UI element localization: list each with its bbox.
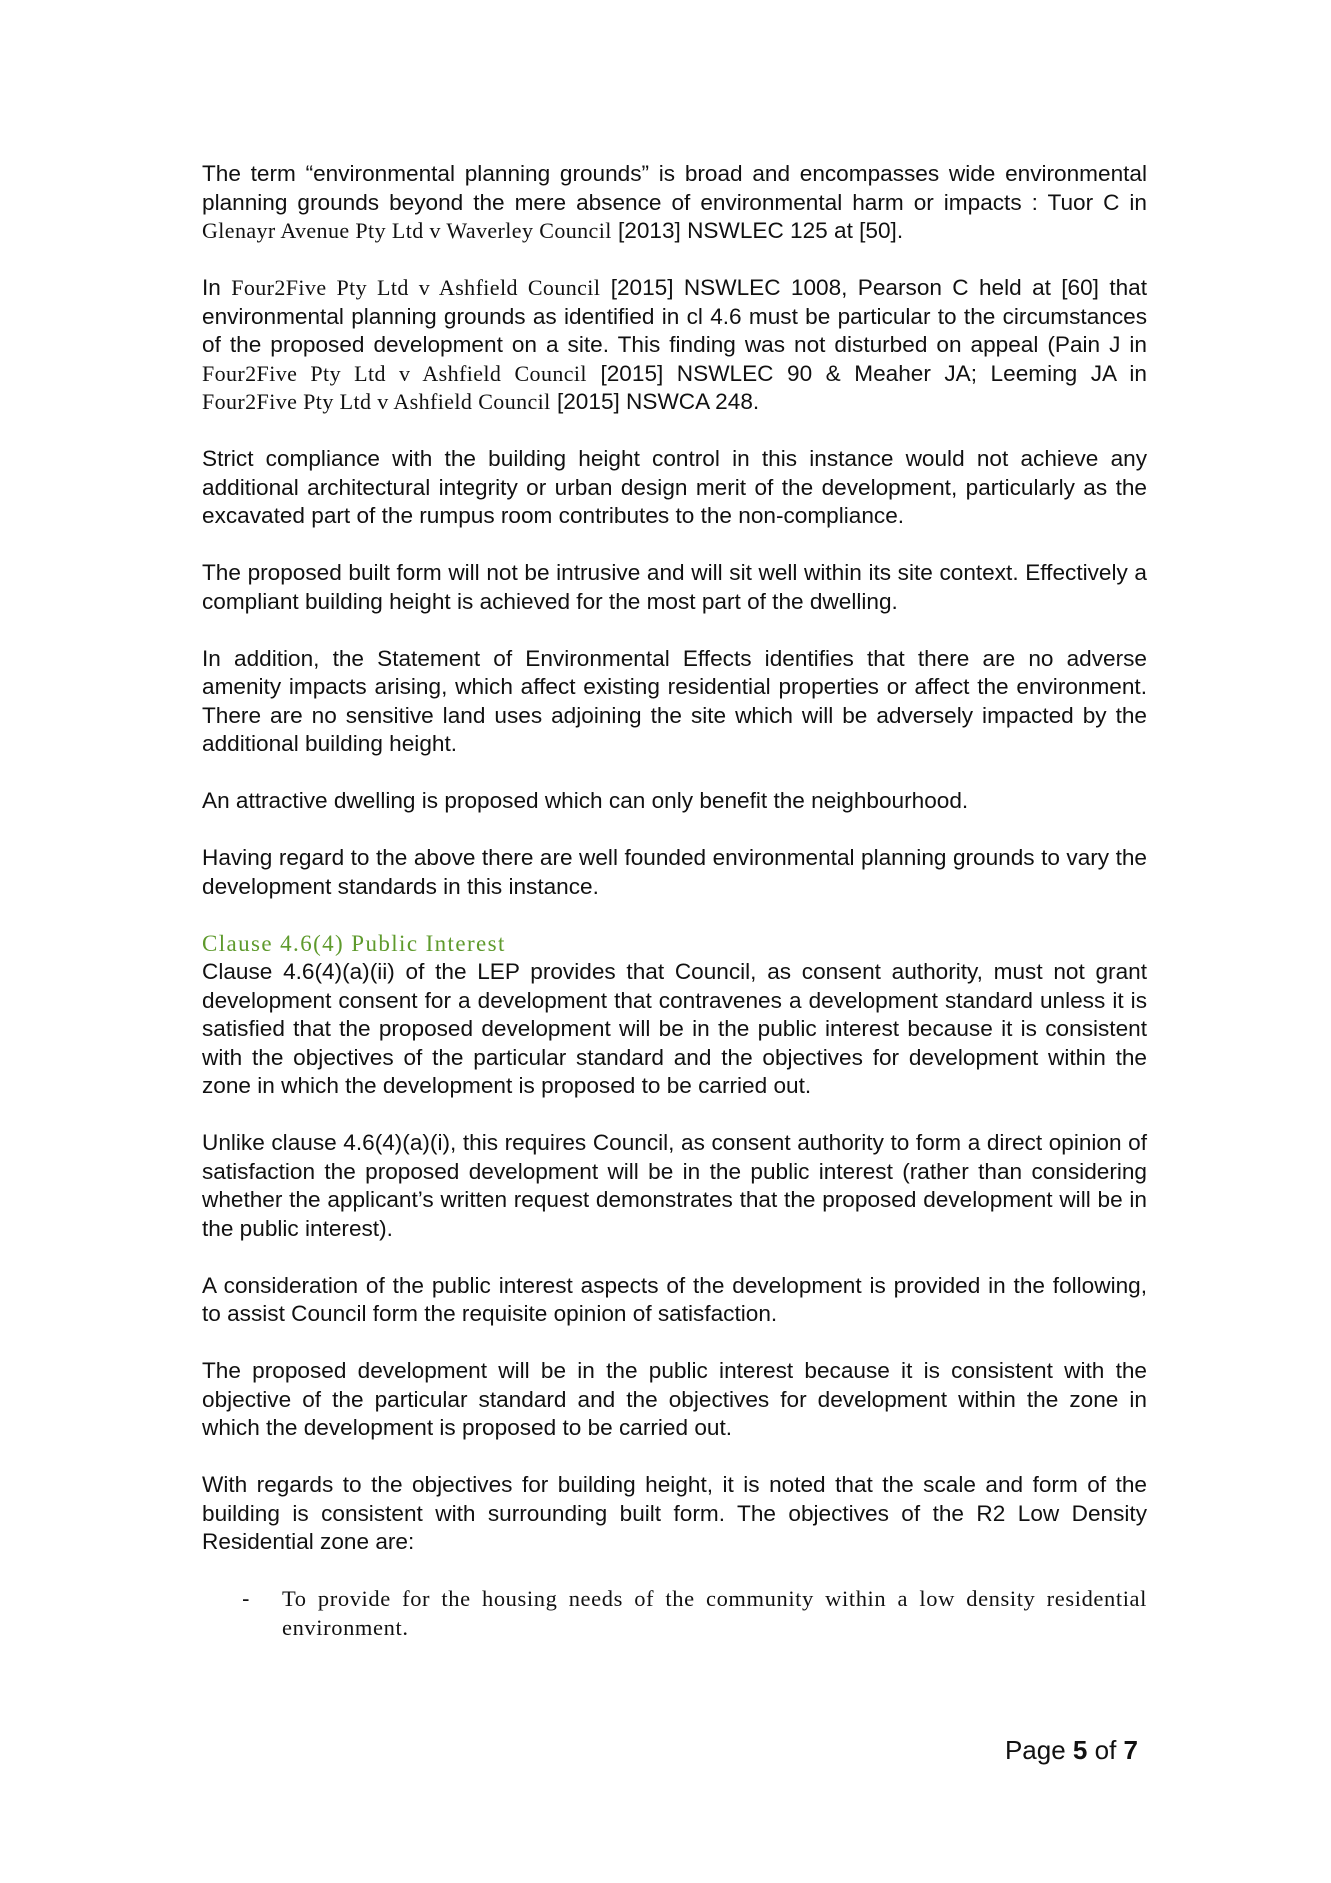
paragraph: [202, 1129, 1147, 1243]
paragraph: [202, 1272, 1147, 1329]
document-body: [202, 160, 1147, 1642]
paragraph-text: [2013] NSWLEC 125 at [50].: [611, 218, 904, 243]
paragraph-text: In: [202, 275, 232, 300]
paragraph: [202, 958, 1147, 1101]
footer-prefix: Page: [1004, 1735, 1073, 1765]
dash-bullet: -: [242, 1586, 250, 1611]
case-citation: Four2Five Pty Ltd v Ashfield Council: [202, 360, 587, 386]
paragraph-text: [2015] NSWCA 248.: [550, 389, 760, 414]
page-footer: [900, 1735, 1138, 1766]
paragraph-text: In addition, the Statement of Environmental Effects identifies that there are no adverse amenity impacts arising, which affect existing residential properties or affect the environment. There are no sensitive land uses adjoining the site which will be adversely impacted by the additional building height.: [202, 645, 1147, 756]
paragraph: [202, 1471, 1147, 1557]
paragraph-text: The proposed built form will not be intrusive and will sit well within its site context. Effectively a compliant building height is achieved for the most part of the dwelling.: [202, 560, 1147, 614]
paragraph-text: The term “environmental planning grounds” is broad and encompasses wide environmental planning grounds beyond the mere absence of environmental harm or impacts : Tuor C in: [202, 161, 1147, 215]
paragraph-text: Strict compliance with the building height control in this instance would not achieve any additional architectural integrity or urban design merit of the development, particularly as the excavated part of the rumpus room contributes to the non-compliance.: [202, 446, 1147, 528]
section-heading: Clause 4.6(4) Public Interest: [202, 930, 506, 956]
paragraph: [202, 787, 1147, 816]
paragraph: [202, 445, 1147, 531]
paragraph-text: The proposed development will be in the public interest because it is consistent with the objective of the particular standard and the objectives for development within the zone in which the development is proposed to be carried out.: [202, 1358, 1147, 1440]
body-section-public-interest: [202, 958, 1147, 1557]
objectives-list: [202, 1585, 1147, 1642]
paragraph-text: Unlike clause 4.6(4)(a)(i), this requires Council, as consent authority to form a direct opinion of satisfaction the proposed development will be in the public interest (rather than considering whether the applicant’s written request demonstrates that the proposed development will be in the public interest).: [202, 1130, 1147, 1241]
paragraph-text: With regards to the objectives for building height, it is noted that the scale and form of the building is consistent with surrounding built form. The objectives of the R2 Low Density Residential zone are:: [202, 1472, 1147, 1554]
paragraph-text: A consideration of the public interest aspects of the development is provided in the following, to assist Council form the requisite opinion of satisfaction.: [202, 1272, 1147, 1326]
paragraph: [202, 274, 1147, 417]
paragraph: [202, 559, 1147, 616]
body-section-grounds: [202, 160, 1147, 901]
case-citation: Four2Five Pty Ltd v Ashfield Council: [231, 275, 601, 300]
paragraph: [202, 645, 1147, 759]
case-citation: Glenayr Avenue Pty Ltd v Waverley Council: [202, 218, 612, 243]
paragraph-text: Clause 4.6(4)(a)(ii) of the LEP provides that Council, as consent authority, must not grant development consent for a development that contravenes a development standard unless it is satisfied that the proposed development will be in the public interest because it is consistent with the objectives of the particular standard and the objectives for development within the zone in which the development is proposed to be carried out.: [202, 959, 1147, 1098]
paragraph: [202, 844, 1147, 901]
list-item-text: To provide for the housing needs of the community within a low density residential environment.: [282, 1586, 1147, 1640]
paragraph: [202, 1357, 1147, 1443]
paragraph-text: [2015] NSWLEC 90 & Meaher JA; Leeming JA in: [586, 360, 1147, 386]
paragraph-text: An attractive dwelling is proposed which can only benefit the neighbourhood.: [202, 788, 969, 813]
paragraph: [202, 160, 1147, 246]
footer-total-pages: 7: [1123, 1735, 1138, 1765]
list-item: [202, 1585, 1147, 1642]
paragraph-text: Having regard to the above there are well founded environmental planning grounds to vary the development standards in this instance.: [202, 845, 1147, 899]
footer-middle: of: [1087, 1735, 1124, 1765]
footer-page-number: 5: [1072, 1735, 1088, 1765]
case-citation: Four2Five Pty Ltd v Ashfield Council: [202, 389, 551, 414]
paragraph-text: [2015] NSWLEC 1008, Pearson C held at [60] that environmental planning grounds as identified in cl 4.6 must be particular to the circumstances of the proposed development on a site. This finding was not disturbed on appeal (Pain J in: [202, 275, 1148, 357]
